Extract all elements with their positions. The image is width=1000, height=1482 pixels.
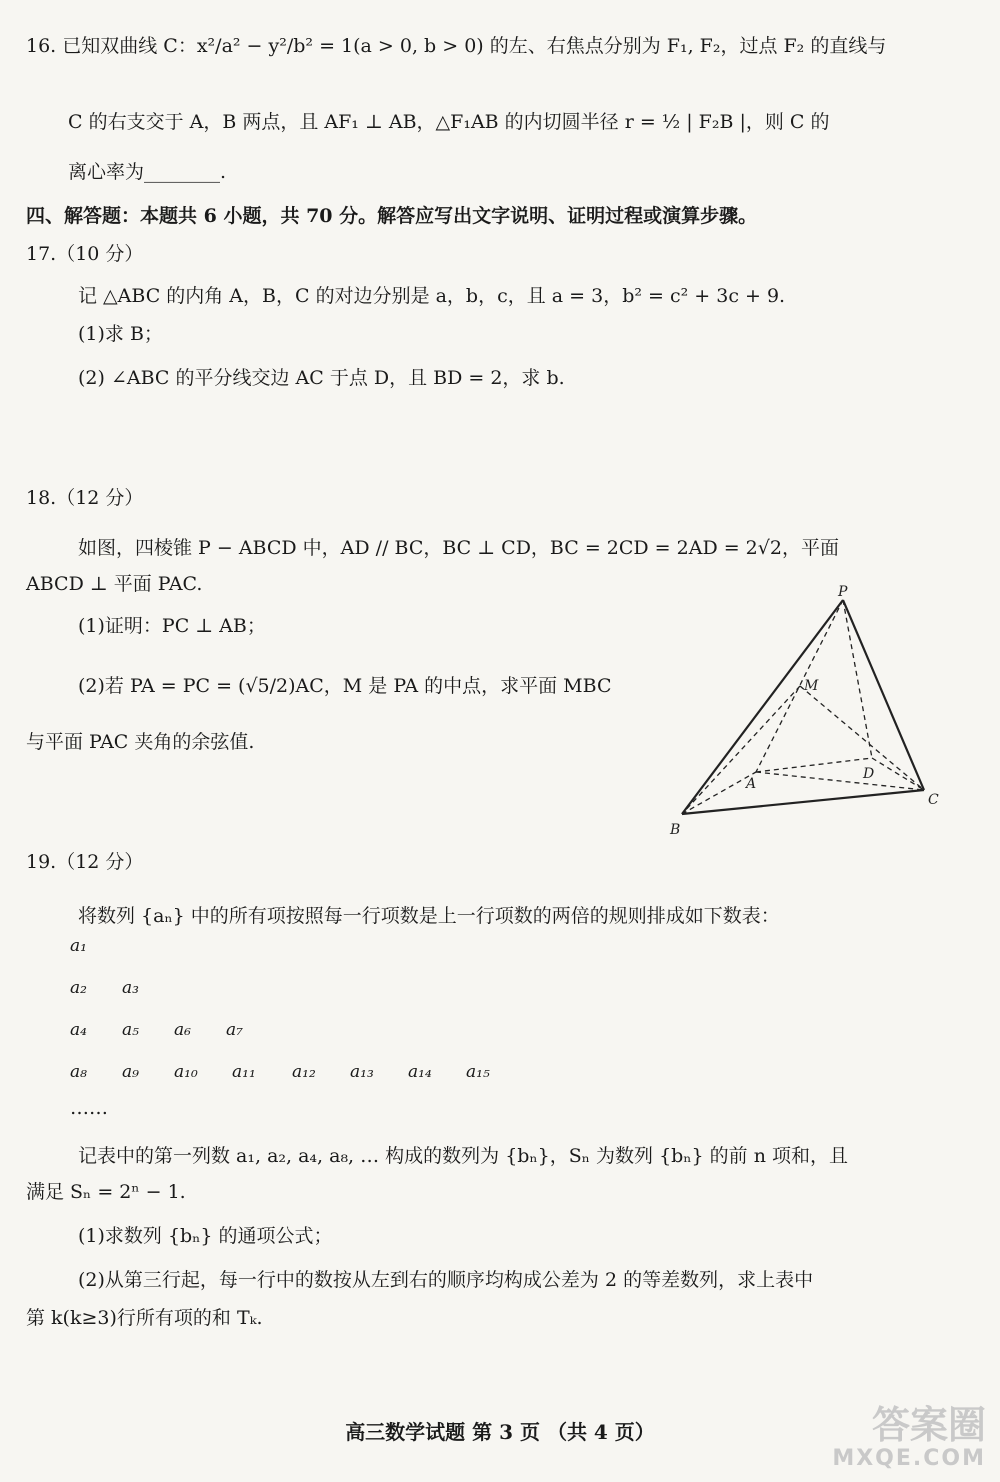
q19-part2-cont: 第 k(k≥3)行所有项的和 Tₖ. (26, 1307, 263, 1329)
pyramid-figure (660, 582, 960, 842)
seq-cell: a₈ (70, 1062, 87, 1082)
label-P: P (838, 584, 848, 600)
q19-stem: 将数列 {aₙ} 中的所有项按照每一行项数是上一行项数的两倍的规则排成如下数表： (78, 905, 780, 927)
seq-cell: a₄ (70, 1020, 87, 1040)
seq-cell: a₉ (122, 1062, 139, 1082)
label-D: D (863, 766, 875, 782)
q16-line3: 离心率为________. (68, 161, 227, 183)
q17-stem: 记 △ABC 的内角 A，B，C 的对边分别是 a，b，c，且 a = 3，b² = c² + 3c + 9. (78, 285, 786, 307)
seq-cell: a₂ (70, 978, 87, 998)
seq-cell: a₁₅ (466, 1062, 490, 1082)
q19-part1: (1)求数列 {bₙ} 的通项公式； (78, 1225, 333, 1247)
seq-cell: a₁₁ (232, 1062, 256, 1082)
q17-heading: 17.（10 分） (26, 243, 144, 265)
q16-line2: C 的右支交于 A，B 两点，且 AF₁ ⊥ AB，△F₁AB 的内切圆半径 r = ½ | F₂B |，则 C 的 (68, 111, 830, 133)
q19-heading: 19.（12 分） (26, 851, 144, 873)
q18-stem2: ABCD ⊥ 平面 PAC. (26, 573, 203, 595)
q19-desc1: 记表中的第一列数 a₁, a₂, a₄, a₈, … 构成的数列为 {bₙ}，Sₙ 为数列 {bₙ} 的前 n 项和，且 (78, 1145, 849, 1167)
q16-line1: 16. 已知双曲线 C：x²/a² − y²/b² = 1(a > 0, b > 0) 的左、右焦点分别为 F₁, F₂，过点 F₂ 的直线与 (26, 35, 887, 57)
q19-part2: (2)从第三行起，每一行中的数按从左到右的顺序均构成公差为 2 的等差数列，求上表中 (78, 1269, 814, 1291)
seq-cell: a₁₀ (174, 1062, 198, 1082)
label-B: B (670, 822, 681, 838)
seq-cell: a₇ (226, 1020, 243, 1040)
page-footer: 高三数学试题 第 3 页 （共 4 页） (345, 1420, 655, 1444)
seq-ellipsis: …… (70, 1097, 108, 1119)
q17-part2: (2) ∠ABC 的平分线交边 AC 于点 D，且 BD = 2，求 b. (78, 367, 565, 389)
seq-cell: a₆ (174, 1020, 191, 1040)
q18-heading: 18.（12 分） (26, 487, 144, 509)
watermark-logo: 答案圈 (871, 1403, 986, 1447)
label-A: A (746, 776, 757, 792)
watermark-url: MXQE.COM (832, 1446, 986, 1471)
q17-part1: (1)求 B； (78, 323, 163, 345)
q18-part1: (1)证明：PC ⊥ AB； (78, 615, 266, 637)
seq-cell: a₁₄ (408, 1062, 432, 1082)
seq-cell: a₁ (70, 936, 87, 956)
seq-cell: a₅ (122, 1020, 139, 1040)
q18-stem1: 如图，四棱锥 P − ABCD 中，AD // BC，BC ⊥ CD，BC = 2CD = 2AD = 2√2，平面 (78, 537, 839, 559)
seq-cell: a₃ (122, 978, 139, 998)
label-C: C (928, 792, 939, 808)
label-M: M (804, 678, 819, 694)
seq-cell: a₁₃ (350, 1062, 374, 1082)
seq-cell: a₁₂ (292, 1062, 316, 1082)
section-heading: 四、解答题：本题共 6 小题，共 70 分。解答应写出文字说明、证明过程或演算步骤。 (26, 205, 758, 227)
q18-part2-cont: 与平面 PAC 夹角的余弦值. (26, 731, 255, 753)
q18-part2: (2)若 PA = PC = (√5/2)AC，M 是 PA 的中点，求平面 MBC (78, 675, 612, 697)
q19-desc2: 满足 Sₙ = 2ⁿ − 1. (26, 1181, 186, 1203)
